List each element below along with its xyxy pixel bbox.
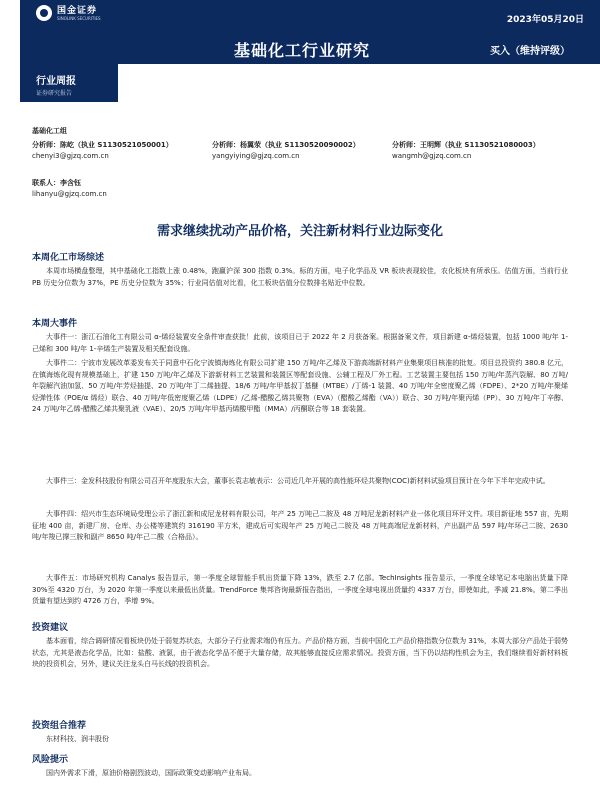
report-date: 2023年05月20日	[506, 15, 584, 25]
brand-name: 国金证券	[57, 5, 98, 16]
section-title-risk: 风险提示	[32, 755, 69, 765]
invest-advice: 基本面看，综合调研情况看板块仍处于弱复苏状态，大部分子行业需求端仍有压力。产品价格方面，当前中国化工产品价格指数分位数为 31%，本周大部分产品处于弱势状态，尤其是液态化学品，比如：盐酸、液氯，由于液态化学品不便于大量存储，故其能够直接反应需求情况。投资方面，当下仍以结构性机会为主，我们继续看好新材料板块的投资机会，另外，建议关注龙头白马长线的投资机会。	[32, 637, 568, 669]
section-title-events: 本周大事件	[32, 319, 78, 329]
section-title-portfolio: 投资组合推荐	[32, 721, 87, 731]
section-title-invest: 投资建议	[32, 623, 69, 633]
market-summary: 本周市场横盘整理，其中基础化工指数上涨 0.48%，跑赢沪深 300 指数 0.3%。标的方面，电子化学品及 VR 板块表现较佳，农化板块有所承压。估值方面，当前行业 PB 历史分位数为 37%，PE 历史分位数为 35%；行业同估值对比看，化工板块估值分位数排名贴近中位数。	[32, 267, 568, 287]
contact-email: lihanyu@gjzq.com.cn	[32, 190, 107, 198]
analyst-3-label: 分析师：王明辉（执业 S1130521080003）	[392, 141, 540, 149]
team-name: 基础化工组	[32, 127, 67, 135]
contact-label: 联系人：李含钰	[32, 179, 81, 187]
brand-logo-icon	[36, 5, 52, 21]
brand-logo	[36, 5, 101, 21]
report-category-block	[20, 64, 118, 102]
analyst-3	[392, 140, 540, 162]
analyst-1-label: 分析师：陈屹（执业 S1130521050001）	[32, 141, 173, 149]
analyst-1-email: chenyi3@gjzq.com.cn	[32, 152, 109, 160]
report-title: 基础化工行业研究	[234, 41, 371, 60]
event-3: 大事件三：金发科技股份有限公司召开年度股东大会，董事长袁志敏表示：公司近几年开展的高性能环烃共聚物(COC)新材料试验项目预计在今年下半年完成中试。	[46, 477, 550, 485]
analyst-2-label: 分析师：杨翼荥（执业 S1130520090002）	[212, 141, 360, 149]
analyst-2-email: yangyiying@gjzq.com.cn	[212, 152, 300, 160]
report-header	[0, 0, 600, 118]
analyst-2	[212, 140, 360, 162]
event-2: 大事件二：宁波市发展改革委发布关于同意中石化宁波镇海炼化有限公司扩建 150 万吨/年乙烯及下游高端新材料产业集聚项目核准的批复。项目总投资约 380.8 亿元，在镇海炼化现有规模基础上，扩建 150 万吨/年乙烯及下游新材料工艺装置和装置区等配套设施、公辅工程及厂外工程。工艺装置主要包括 150 万吨/年蒸汽裂解、80 万吨/年裂解汽油加氢、50 万吨/年芳烃抽提、20 万吨/年丁二烯抽提、18/6 万吨/年甲基叔丁基醚（MTBE）/丁烯-1 装置、40 万吨/年全密度聚乙烯（FDPE）、2*20 万吨/年聚烯烃弹性体（POE/α 烯烃）联合、40 万吨/年低密度聚乙烯（LDPE）/乙烯-醋酸乙烯共聚物（EVA）（醋酸乙烯酯（VA））联合、30 万吨/年聚丙烯（PP）、30 万吨/年丁辛醇、24 万吨/年乙烯-醋酸乙烯共聚乳液（VAE）、20/5 万吨/年甲基丙烯酸甲酯（MMA）/丙酮联合等 18 套装置。	[32, 359, 568, 414]
report-headline: 需求继续扰动产品价格，关注新材料行业边际变化	[156, 224, 443, 239]
risk-warning: 国内外需求下滑，原油价格剧烈波动，国际政策变动影响产业布局。	[46, 769, 256, 777]
portfolio-recommendation: 东材科技、润丰股份	[46, 735, 109, 743]
event-1: 大事件一：浙江石油化工有限公司 α-烯烃装置安全条件审查获批！此前，该项目已于 2022 年 2 月获备案。根据备案文件，项目新建 α-烯烃装置，包括 1000 吨/年 1-己烯和 300 吨/年 1-辛烯生产装置及相关配套设施。	[32, 333, 568, 353]
header-banner	[20, 0, 600, 64]
contact-person	[32, 178, 107, 200]
event-4: 大事件四：绍兴市生态环境局受理公示了浙江新和成尼龙材料有限公司，年产 25 万吨己二胺及 48 万吨尼龙新材料产业一体化项目环评文件。项目新征地 557 亩，先期征地 400 亩，新建厂房、仓库、办公楼等建筑约 316190 平方米，建成后可实现年产 25 万吨己二胺及 48 万吨高端尼龙新材料，产出副产品 597 吨/年环己二胺、2630 吨/年羧已撑三胺和副产 8650 吨/年己二酸（合格品）。	[32, 510, 568, 542]
analyst-3-email: wangmh@gjzq.com.cn	[392, 152, 472, 160]
event-5: 大事件五：市场研究机构 Canalys 报告显示，第一季度全球智能手机出货量下降 13%，跌至 2.7 亿部。TechInsights 报告显示，一季度全球笔记本电脑出货量下降 30%至 4320 万台，为 2020 年第一季度以来最低出货量。TrendForce 集邦咨询最新报告指出，一季度全球电视出货量约 4337 万台，即使如此，季减 21.8%。第二季出货量有望达到约 4726 万台，季增 9%。	[32, 574, 568, 606]
rating-label: 买入（维持评级）	[490, 46, 570, 57]
report-category: 行业周报	[36, 76, 76, 87]
brand-subtitle: SINOLINK SECURITIES	[57, 15, 101, 21]
report-subcategory: 证券研究报告	[36, 90, 73, 97]
section-title-market: 本周化工市场综述	[32, 253, 105, 263]
analyst-1	[32, 140, 173, 162]
